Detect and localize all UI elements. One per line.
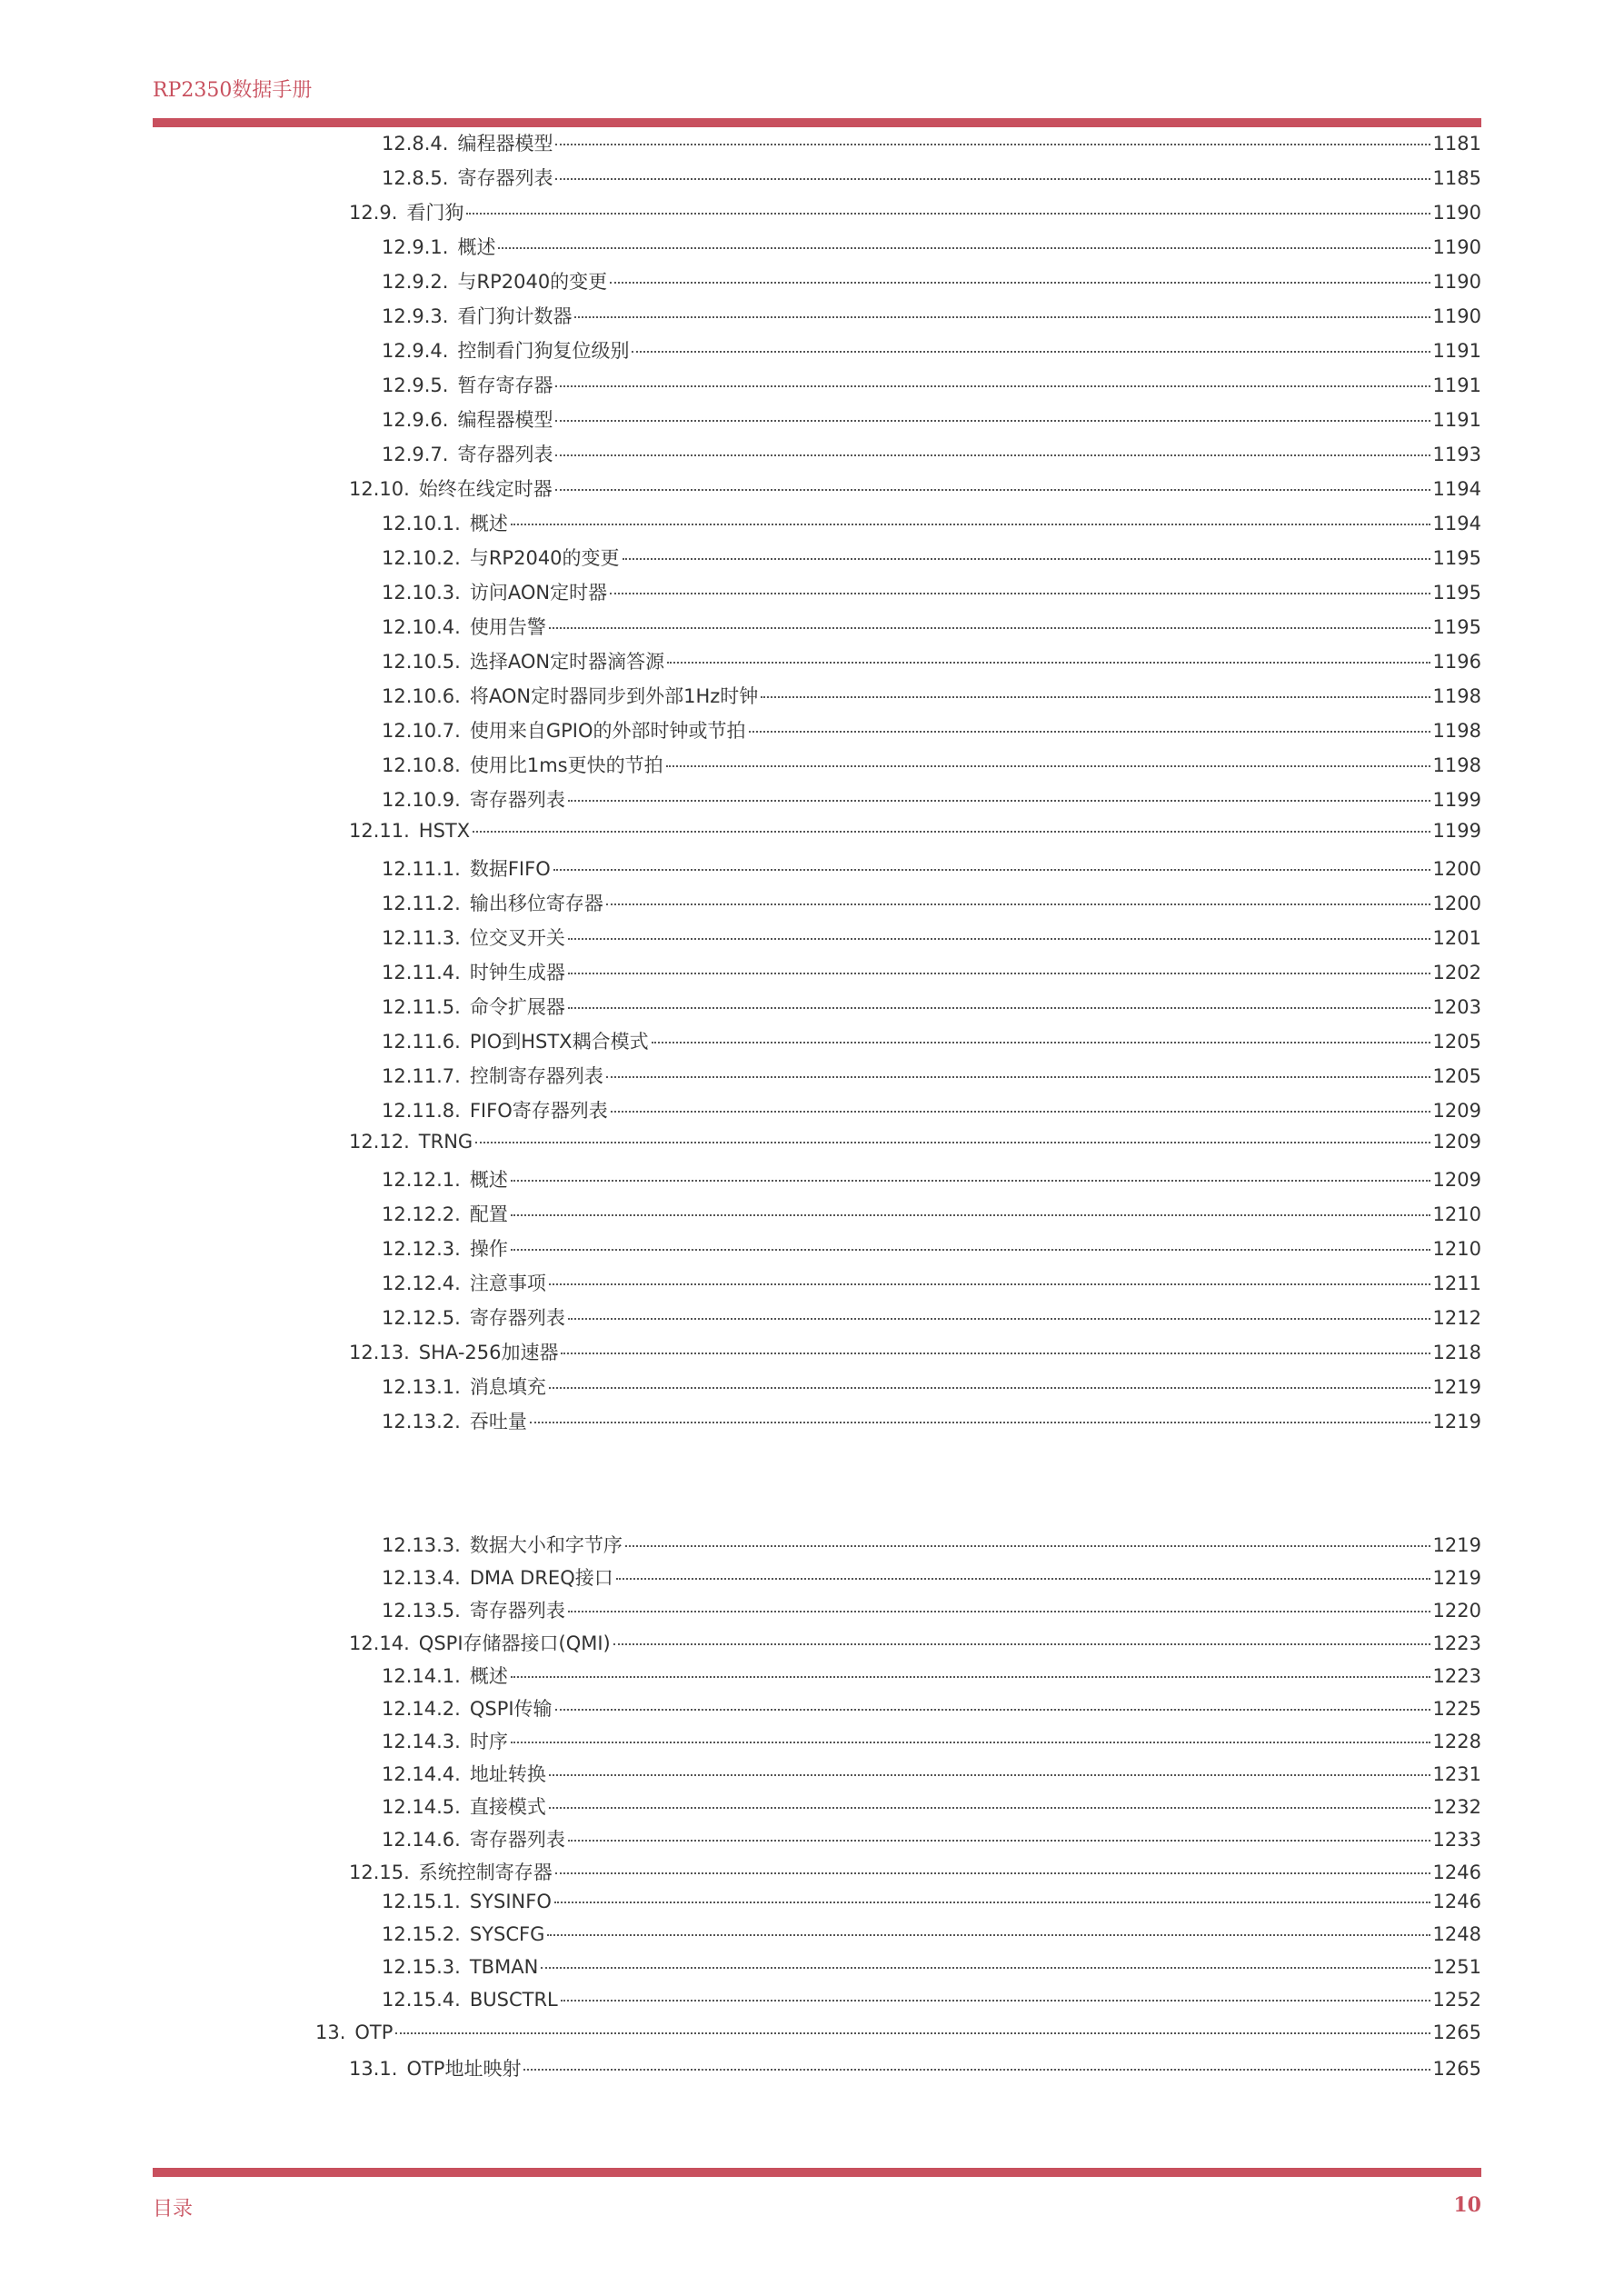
- toc-dot-leader: [749, 731, 1430, 733]
- toc-entry-number: 12.11.5.: [382, 996, 461, 1018]
- toc-entry[interactable]: [382, 1760, 1481, 1787]
- toc-entry-page: 1228: [1432, 1731, 1481, 1752]
- toc-entry-page: 1190: [1432, 271, 1481, 293]
- toc-entry-title: 寄存器列表: [469, 1829, 565, 1851]
- toc-dot-leader: [511, 1214, 1430, 1216]
- toc-entry-title: PIO到HSTX耦合模式: [469, 1031, 649, 1053]
- toc-entry[interactable]: [382, 1923, 1481, 1945]
- toc-entry[interactable]: [382, 1062, 1481, 1089]
- toc-dot-leader: [625, 1545, 1430, 1547]
- running-header-title: RP2350数据手册: [153, 79, 313, 102]
- toc-entry[interactable]: [382, 129, 1481, 156]
- toc-entry-number: 12.9.1.: [382, 236, 449, 258]
- toc-entry[interactable]: [382, 854, 1481, 882]
- toc-entry[interactable]: [382, 751, 1481, 778]
- toc-entry[interactable]: [382, 267, 1481, 294]
- toc-entry[interactable]: [382, 371, 1481, 398]
- toc-dot-leader: [473, 831, 1430, 833]
- toc-entry-page: 1210: [1432, 1203, 1481, 1225]
- toc-dot-leader: [606, 1076, 1430, 1078]
- toc-dot-leader: [554, 1902, 1430, 1903]
- toc-dot-leader: [498, 247, 1430, 249]
- toc-entry-title: 时序: [469, 1731, 508, 1752]
- toc-entry[interactable]: [349, 474, 1481, 502]
- toc-entry-number: 12.12.5.: [382, 1307, 461, 1329]
- toc-entry-page: 1195: [1432, 582, 1481, 604]
- toc-entry-page: 1199: [1432, 789, 1481, 811]
- toc-entry-page: 1220: [1432, 1600, 1481, 1622]
- toc-entry-number: 12.10.5.: [382, 651, 461, 673]
- toc-entry-number: 12.10.4.: [382, 616, 461, 638]
- toc-entry[interactable]: [349, 198, 1481, 225]
- toc-entry-title: 配置: [469, 1203, 508, 1225]
- toc-entry[interactable]: [382, 1269, 1481, 1296]
- toc-entry-number: 12.14.: [349, 1632, 410, 1654]
- toc-entry-number: 12.13.3.: [382, 1534, 461, 1556]
- toc-entry-number: 12.14.1.: [382, 1665, 461, 1687]
- toc-entry-number: 12.11.6.: [382, 1031, 461, 1053]
- toc-entry-number: 12.11.: [349, 820, 410, 842]
- toc-entry-title: FIFO寄存器列表: [469, 1100, 608, 1122]
- footer-section-label: 目录: [153, 2198, 194, 2221]
- toc-entry-title: 位交叉开关: [469, 927, 565, 949]
- toc-entry-page: 1185: [1432, 167, 1481, 189]
- toc-entry-title: 地址转换: [469, 1763, 546, 1785]
- toc-entry-number: 12.9.5.: [382, 374, 449, 396]
- toc-entry-page: 1246: [1432, 1862, 1481, 1883]
- toc-entry-number: 12.12.2.: [382, 1203, 461, 1225]
- toc-entry-number: 12.13.5.: [382, 1600, 461, 1622]
- toc-dot-leader: [666, 765, 1430, 767]
- toc-dot-leader: [555, 178, 1430, 180]
- toc-dot-leader: [555, 1872, 1430, 1874]
- toc-entry-page: 1193: [1432, 444, 1481, 465]
- toc-entry-number: 12.8.4.: [382, 133, 449, 155]
- toc-entry-page: 1198: [1432, 685, 1481, 707]
- toc-entry[interactable]: [382, 993, 1481, 1020]
- toc-entry[interactable]: [382, 1792, 1481, 1820]
- toc-entry[interactable]: [382, 785, 1481, 813]
- toc-entry-title: 使用告警: [469, 616, 546, 638]
- toc-entry-number: 12.15.: [349, 1862, 410, 1883]
- toc-entry-number: 12.12.: [349, 1131, 410, 1153]
- toc-entry-number: 12.11.7.: [382, 1065, 461, 1087]
- toc-entry[interactable]: [382, 302, 1481, 329]
- toc-entry-page: 1191: [1432, 409, 1481, 431]
- toc-entry-title: OTP: [354, 2021, 394, 2043]
- toc-entry-number: 12.12.4.: [382, 1273, 461, 1294]
- toc-entry-title: 选择AON定时器滴答源: [469, 651, 665, 673]
- toc-entry[interactable]: [382, 613, 1481, 640]
- toc-entry-page: 1194: [1432, 478, 1481, 500]
- toc-entry-number: 12.13.: [349, 1342, 410, 1363]
- toc-entry-page: 1205: [1432, 1031, 1481, 1053]
- toc-entry[interactable]: [382, 1027, 1481, 1054]
- toc-entry-page: 1190: [1432, 305, 1481, 327]
- toc-entry-page: 1231: [1432, 1763, 1481, 1785]
- toc-dot-leader: [568, 1318, 1430, 1320]
- toc-entry-page: 1190: [1432, 202, 1481, 224]
- toc-entry[interactable]: [382, 1165, 1481, 1193]
- toc-entry[interactable]: [382, 682, 1481, 709]
- toc-entry-title: 使用比1ms更快的节拍: [469, 754, 663, 776]
- toc-entry-page: 1181: [1432, 133, 1481, 155]
- toc-entry-title: 吞吐量: [469, 1411, 527, 1433]
- toc-entry-title: 命令扩展器: [469, 996, 565, 1018]
- toc-entry-number: 12.14.4.: [382, 1763, 461, 1785]
- toc-dot-leader: [475, 1142, 1430, 1143]
- toc-entry[interactable]: [382, 889, 1481, 916]
- toc-entry-number: 12.11.8.: [382, 1100, 461, 1122]
- toc-entry-title: 概述: [469, 1169, 508, 1191]
- toc-entry-title: QSPI存储器接口(QMI): [418, 1632, 611, 1654]
- toc-entry-number: 12.14.5.: [382, 1796, 461, 1818]
- toc-entry-number: 12.10.2.: [382, 547, 461, 569]
- toc-entry-page: 1251: [1432, 1956, 1481, 1978]
- toc-dot-leader: [611, 1111, 1430, 1113]
- toc-dot-leader: [555, 454, 1430, 456]
- toc-entry-number: 12.15.2.: [382, 1923, 461, 1945]
- toc-entry-number: 12.12.1.: [382, 1169, 461, 1191]
- toc-entry-title: 与RP2040的变更: [457, 271, 608, 293]
- toc-entry-title: SYSINFO: [469, 1891, 552, 1912]
- toc-dot-leader: [568, 1007, 1430, 1009]
- toc-entry[interactable]: [382, 1373, 1481, 1400]
- toc-entry-page: 1232: [1432, 1796, 1481, 1818]
- toc-dot-leader: [555, 420, 1430, 422]
- toc-dot-leader: [652, 1042, 1430, 1043]
- toc-entry-title: 寄存器列表: [469, 1600, 565, 1622]
- toc-dot-leader: [568, 938, 1430, 940]
- toc-entry-title: 编程器模型: [457, 133, 553, 155]
- toc-entry[interactable]: [382, 1531, 1481, 1558]
- toc-entry-title: 暂存寄存器: [457, 374, 553, 396]
- toc-dot-leader: [511, 1180, 1430, 1182]
- toc-entry[interactable]: [382, 1956, 1481, 1978]
- toc-entry-number: 12.10.: [349, 478, 410, 500]
- toc-entry-title: 注意事项: [469, 1273, 546, 1294]
- toc-entry-number: 12.14.2.: [382, 1698, 461, 1720]
- toc-entry[interactable]: [382, 1200, 1481, 1227]
- toc-dot-leader: [511, 524, 1430, 525]
- toc-entry-number: 12.9.4.: [382, 340, 449, 362]
- toc-entry-title: 寄存器列表: [457, 444, 553, 465]
- toc-entry-page: 1209: [1432, 1131, 1481, 1153]
- toc-entry-title: 看门狗计数器: [457, 305, 573, 327]
- toc-entry-page: 1210: [1432, 1238, 1481, 1260]
- toc-dot-leader: [568, 800, 1430, 802]
- toc-entry[interactable]: [349, 1338, 1481, 1365]
- toc-entry-page: 1209: [1432, 1169, 1481, 1191]
- toc-entry-title: 输出移位寄存器: [469, 893, 603, 914]
- toc-entry-title: TRNG: [418, 1131, 473, 1153]
- toc-entry-number: 12.15.1.: [382, 1891, 461, 1912]
- toc-dot-leader: [530, 1422, 1430, 1423]
- toc-entry-page: 1219: [1432, 1567, 1481, 1589]
- toc-entry-page: 1205: [1432, 1065, 1481, 1087]
- toc-entry-page: 1225: [1432, 1698, 1481, 1720]
- toc-entry-number: 13.1.: [349, 2058, 398, 2080]
- toc-entry-page: 1219: [1432, 1534, 1481, 1556]
- toc-entry-page: 1198: [1432, 754, 1481, 776]
- toc-entry-title: 操作: [469, 1238, 508, 1260]
- toc-entry[interactable]: [349, 2054, 1481, 2081]
- toc-entry-title: DMA DREQ接口: [469, 1567, 613, 1589]
- toc-entry-page: 1200: [1432, 893, 1481, 914]
- toc-entry[interactable]: [315, 2021, 1481, 2043]
- toc-entry-title: 数据FIFO: [469, 858, 551, 880]
- toc-entry-title: 访问AON定时器: [469, 582, 608, 604]
- toc-entry-title: 寄存器列表: [469, 1307, 565, 1329]
- toc-entry[interactable]: [382, 1596, 1481, 1623]
- header-rule: [153, 118, 1481, 127]
- toc-entry-title: 概述: [469, 513, 508, 534]
- toc-dot-leader: [561, 1353, 1430, 1354]
- toc-entry-title: TBMAN: [469, 1956, 539, 1978]
- toc-entry-number: 12.14.6.: [382, 1829, 461, 1851]
- toc-dot-leader: [511, 1742, 1430, 1743]
- toc-entry-number: 12.10.1.: [382, 513, 461, 534]
- toc-entry-page: 1190: [1432, 236, 1481, 258]
- toc-entry-title: 概述: [457, 236, 496, 258]
- toc-dot-leader: [395, 2032, 1430, 2034]
- toc-entry-page: 1191: [1432, 340, 1481, 362]
- toc-dot-leader: [561, 2000, 1430, 2002]
- toc-dot-leader: [511, 1676, 1430, 1678]
- toc-entry-page: 1201: [1432, 927, 1481, 949]
- toc-entry-title: 始终在线定时器: [418, 478, 553, 500]
- toc-entry-number: 12.11.3.: [382, 927, 461, 949]
- toc-entry[interactable]: [382, 405, 1481, 433]
- toc-entry-title: 数据大小和字节序: [469, 1534, 623, 1556]
- toc-entry-number: 12.15.3.: [382, 1956, 461, 1978]
- toc-entry-number: 12.8.5.: [382, 167, 449, 189]
- toc-entry-page: 1246: [1432, 1891, 1481, 1912]
- toc-entry-title: 寄存器列表: [469, 789, 565, 811]
- toc-dot-leader: [568, 973, 1430, 974]
- toc-entry-number: 12.9.2.: [382, 271, 449, 293]
- toc-entry-title: 概述: [469, 1665, 508, 1687]
- toc-entry-title: OTP地址映射: [406, 2058, 522, 2080]
- toc-dot-leader: [623, 558, 1430, 560]
- toc-entry-number: 12.10.7.: [382, 720, 461, 742]
- toc-dot-leader: [549, 1283, 1430, 1285]
- toc-entry-number: 12.11.1.: [382, 858, 461, 880]
- toc-entry-title: 寄存器列表: [457, 167, 553, 189]
- toc-dot-leader: [549, 1774, 1430, 1776]
- toc-entry-page: 1219: [1432, 1376, 1481, 1398]
- toc-dot-leader: [555, 489, 1430, 491]
- toc-entry-page: 1212: [1432, 1307, 1481, 1329]
- toc-dot-leader: [466, 213, 1430, 215]
- toc-dot-leader: [613, 1643, 1430, 1645]
- toc-dot-leader: [574, 316, 1430, 318]
- toc-entry-page: 1203: [1432, 996, 1481, 1018]
- toc-entry-title: 时钟生成器: [469, 962, 565, 983]
- toc-entry[interactable]: [382, 578, 1481, 605]
- footer-rule: [153, 2168, 1481, 2177]
- toc-entry-page: 1191: [1432, 374, 1481, 396]
- toc-entry-page: 1265: [1432, 2058, 1481, 2080]
- toc-entry-title: 系统控制寄存器: [418, 1862, 553, 1883]
- toc-entry-page: 1223: [1432, 1632, 1481, 1654]
- toc-dot-leader: [553, 869, 1430, 871]
- toc-entry[interactable]: [349, 1131, 1481, 1153]
- toc-dot-leader: [555, 144, 1430, 145]
- toc-dot-leader: [549, 1807, 1430, 1809]
- toc-entry-page: 1198: [1432, 720, 1481, 742]
- toc-dot-leader: [761, 696, 1430, 698]
- toc-entry-title: 消息填充: [469, 1376, 546, 1398]
- toc-entry-page: 1248: [1432, 1923, 1481, 1945]
- toc-entry-number: 12.9.7.: [382, 444, 449, 465]
- toc-entry-title: 看门狗: [406, 202, 464, 224]
- toc-entry-page: 1209: [1432, 1100, 1481, 1122]
- toc-entry-number: 12.13.2.: [382, 1411, 461, 1433]
- toc-entry[interactable]: [382, 544, 1481, 571]
- toc-entry-page: 1233: [1432, 1829, 1481, 1851]
- toc-entry[interactable]: [382, 1825, 1481, 1852]
- toc-dot-leader: [549, 1387, 1430, 1389]
- toc-entry[interactable]: [382, 1234, 1481, 1262]
- toc-entry-title: SHA-256加速器: [418, 1342, 559, 1363]
- toc-entry-number: 12.13.1.: [382, 1376, 461, 1398]
- toc-entry-page: 1252: [1432, 1989, 1481, 2011]
- toc-entry[interactable]: [382, 1891, 1481, 1912]
- toc-dot-leader: [610, 282, 1430, 284]
- toc-dot-leader: [616, 1578, 1430, 1580]
- toc-dot-leader: [549, 627, 1430, 629]
- toc-entry-page: 1219: [1432, 1411, 1481, 1433]
- toc-dot-leader: [547, 1934, 1430, 1936]
- toc-entry-title: 编程器模型: [457, 409, 553, 431]
- toc-entry-number: 12.9.3.: [382, 305, 449, 327]
- toc-entry-number: 12.9.6.: [382, 409, 449, 431]
- toc-entry-title: 与RP2040的变更: [469, 547, 620, 569]
- toc-entry-page: 1196: [1432, 651, 1481, 673]
- toc-entry[interactable]: [382, 1694, 1481, 1722]
- toc-entry[interactable]: [382, 923, 1481, 951]
- toc-entry[interactable]: [382, 509, 1481, 536]
- toc-entry-page: 1200: [1432, 858, 1481, 880]
- toc-entry[interactable]: [382, 336, 1481, 364]
- toc-entry-page: 1199: [1432, 820, 1481, 842]
- toc-entry-number: 12.13.4.: [382, 1567, 461, 1589]
- toc-dot-leader: [568, 1840, 1430, 1842]
- toc-dot-leader: [555, 1709, 1430, 1711]
- toc-entry-title: SYSCFG: [469, 1923, 545, 1945]
- toc-entry[interactable]: [349, 1858, 1481, 1885]
- page-number: 10: [1453, 2193, 1481, 2217]
- toc-entry[interactable]: [382, 1989, 1481, 2011]
- toc-entry-number: 12.12.3.: [382, 1238, 461, 1260]
- toc-dot-leader: [541, 1967, 1430, 1969]
- toc-entry-page: 1223: [1432, 1665, 1481, 1687]
- toc-entry-number: 12.11.4.: [382, 962, 461, 983]
- toc-entry-page: 1194: [1432, 513, 1481, 534]
- toc-entry-page: 1202: [1432, 962, 1481, 983]
- toc-entry[interactable]: [382, 1662, 1481, 1689]
- toc-entry-page: 1211: [1432, 1273, 1481, 1294]
- toc-dot-leader: [511, 1249, 1430, 1251]
- toc-entry-number: 12.10.9.: [382, 789, 461, 811]
- toc-dot-leader: [523, 2069, 1430, 2071]
- toc-entry[interactable]: [349, 820, 1481, 842]
- toc-entry-page: 1195: [1432, 616, 1481, 638]
- toc-entry[interactable]: [382, 958, 1481, 985]
- toc-entry-number: 12.11.2.: [382, 893, 461, 914]
- toc-dot-leader: [610, 593, 1430, 594]
- toc-entry-number: 12.14.3.: [382, 1731, 461, 1752]
- toc-entry[interactable]: [382, 233, 1481, 260]
- toc-entry[interactable]: [382, 647, 1481, 674]
- toc-entry-page: 1195: [1432, 547, 1481, 569]
- toc-entry[interactable]: [382, 1096, 1481, 1123]
- toc-dot-leader: [555, 385, 1430, 387]
- toc-entry-page: 1218: [1432, 1342, 1481, 1363]
- toc-entry-number: 13.: [315, 2021, 346, 2043]
- toc-entry-title: BUSCTRL: [469, 1989, 558, 2011]
- toc-entry-number: 12.10.3.: [382, 582, 461, 604]
- toc-entry-number: 12.9.: [349, 202, 398, 224]
- toc-entry-title: 使用来自GPIO的外部时钟或节拍: [469, 720, 746, 742]
- toc-entry-title: 直接模式: [469, 1796, 546, 1818]
- toc-dot-leader: [606, 903, 1430, 905]
- toc-entry-number: 12.15.4.: [382, 1989, 461, 2011]
- toc-entry-page: 1265: [1432, 2021, 1481, 2043]
- toc-dot-leader: [568, 1611, 1430, 1612]
- toc-entry-number: 12.10.8.: [382, 754, 461, 776]
- toc-entry[interactable]: [382, 440, 1481, 467]
- toc-entry[interactable]: [349, 1629, 1481, 1656]
- toc-entry[interactable]: [382, 1407, 1481, 1434]
- toc-entry-title: 控制看门狗复位级别: [457, 340, 630, 362]
- toc-dot-leader: [667, 662, 1430, 664]
- toc-entry-title: 控制寄存器列表: [469, 1065, 603, 1087]
- toc-entry[interactable]: [382, 164, 1481, 191]
- toc-entry-title: QSPI传输: [469, 1698, 553, 1720]
- toc-entry[interactable]: [382, 1727, 1481, 1754]
- toc-entry[interactable]: [382, 1303, 1481, 1331]
- toc-entry[interactable]: [382, 1563, 1481, 1591]
- toc-entry-number: 12.10.6.: [382, 685, 461, 707]
- toc-entry-title: HSTX: [418, 820, 471, 842]
- toc-dot-leader: [632, 351, 1430, 353]
- toc-entry[interactable]: [382, 716, 1481, 744]
- toc-entry-title: 将AON定时器同步到外部1Hz时钟: [469, 685, 759, 707]
